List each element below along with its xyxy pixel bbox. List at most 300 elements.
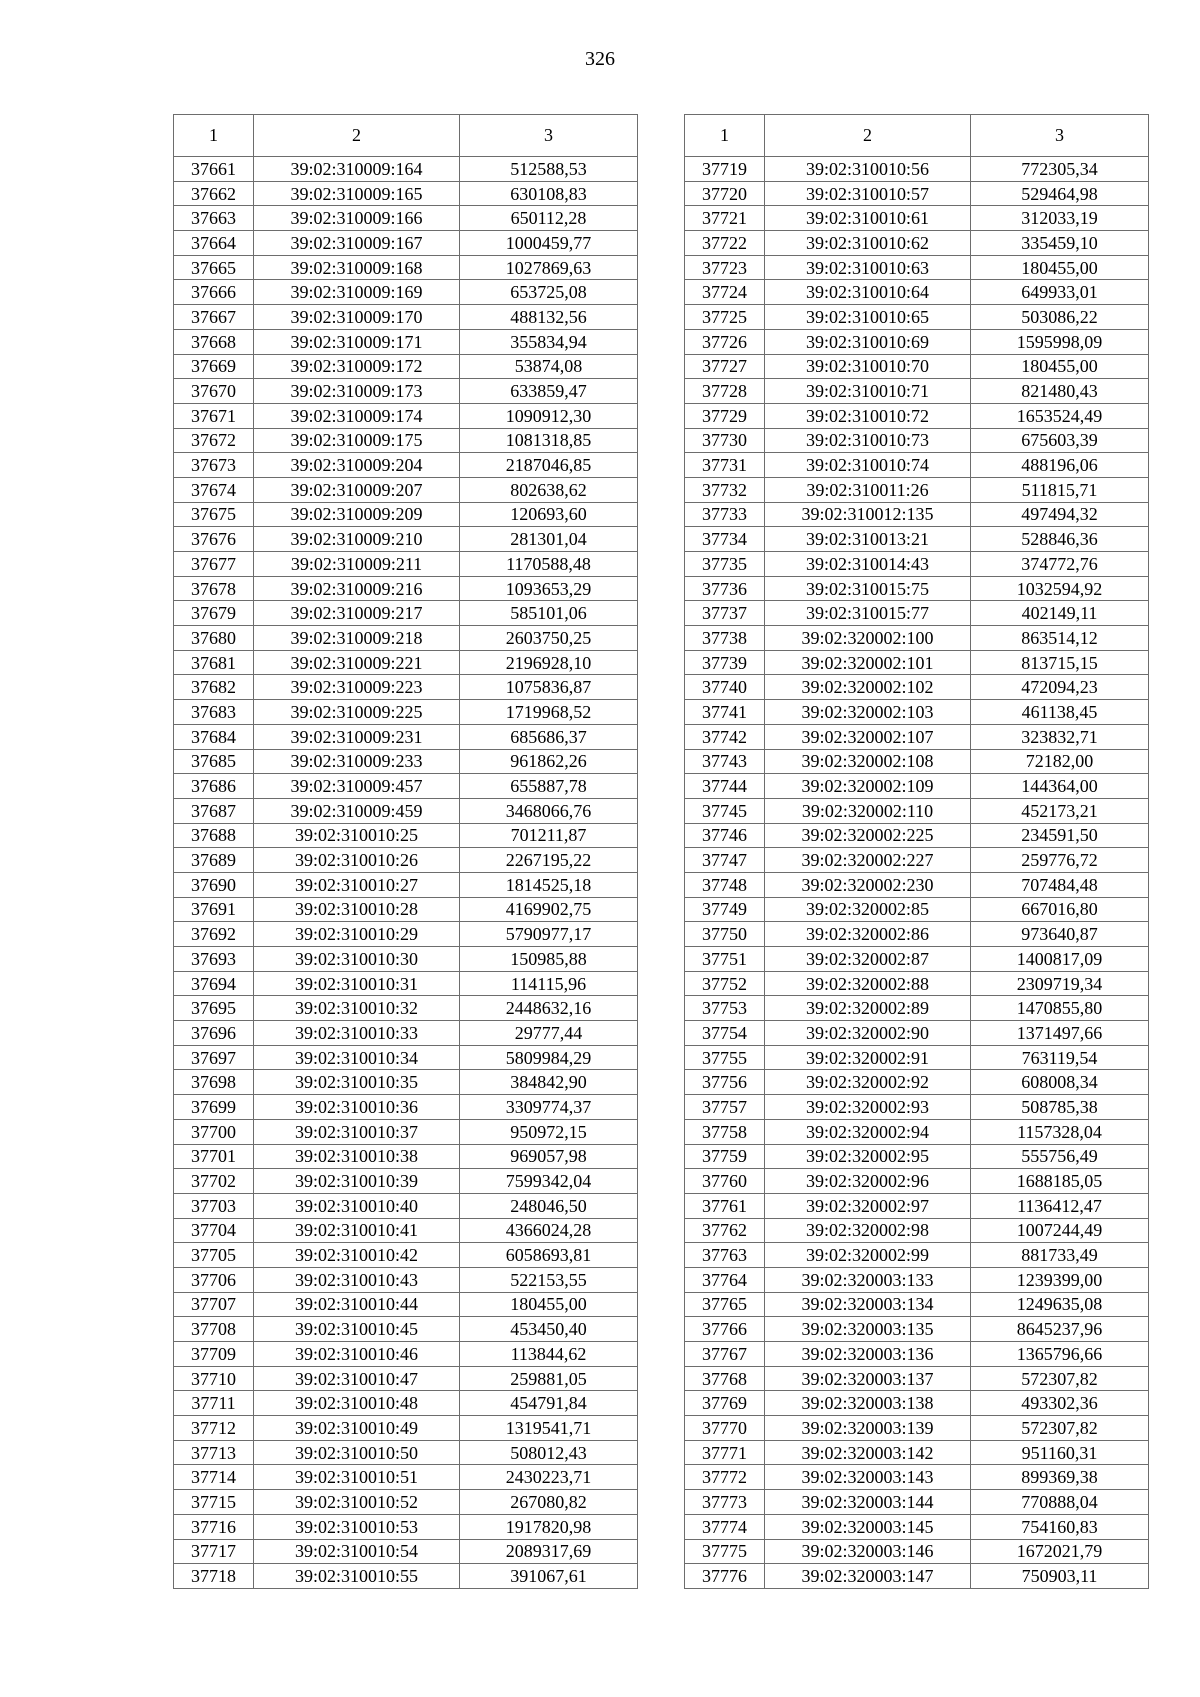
table-row <box>685 1070 1149 1095</box>
table-row <box>685 280 1149 305</box>
cadastral-number-cell: 39:02:320003:142 <box>765 1440 971 1465</box>
value-cell: 649933,01 <box>971 280 1149 305</box>
row-number-cell: 37687 <box>174 798 254 823</box>
value-cell: 1371497,66 <box>971 1021 1149 1046</box>
table-row <box>685 1391 1149 1416</box>
cadastral-number-cell: 39:02:310010:51 <box>254 1465 460 1490</box>
cadastral-number-cell: 39:02:310010:50 <box>254 1440 460 1465</box>
table-row <box>174 1391 638 1416</box>
table-row <box>685 798 1149 823</box>
cadastral-number-cell: 39:02:310009:223 <box>254 675 460 700</box>
row-number-cell: 37717 <box>174 1539 254 1564</box>
table-row <box>174 477 638 502</box>
cadastral-number-cell: 39:02:320002:88 <box>765 971 971 996</box>
table-row <box>174 379 638 404</box>
value-cell: 4169902,75 <box>460 897 638 922</box>
cadastral-number-cell: 39:02:310009:221 <box>254 650 460 675</box>
value-cell: 234591,50 <box>971 823 1149 848</box>
cadastral-number-cell: 39:02:310010:56 <box>765 157 971 182</box>
row-number-cell: 37750 <box>685 922 765 947</box>
table-row <box>685 329 1149 354</box>
table-row <box>174 1193 638 1218</box>
table-row <box>685 552 1149 577</box>
row-number-cell: 37755 <box>685 1045 765 1070</box>
data-table-right <box>684 114 1149 1589</box>
cadastral-number-cell: 39:02:310009:211 <box>254 552 460 577</box>
table-row <box>174 157 638 182</box>
table-row <box>174 947 638 972</box>
cadastral-number-cell: 39:02:310014:43 <box>765 552 971 577</box>
value-cell: 5809984,29 <box>460 1045 638 1070</box>
value-cell: 512588,53 <box>460 157 638 182</box>
value-cell: 1027869,63 <box>460 255 638 280</box>
table-row <box>685 403 1149 428</box>
cadastral-number-cell: 39:02:320002:87 <box>765 947 971 972</box>
cadastral-number-cell: 39:02:320003:134 <box>765 1292 971 1317</box>
row-number-cell: 37736 <box>685 576 765 601</box>
table-row <box>174 626 638 651</box>
table-row <box>174 552 638 577</box>
row-number-cell: 37666 <box>174 280 254 305</box>
value-cell: 72182,00 <box>971 749 1149 774</box>
table-row <box>174 774 638 799</box>
table-row <box>685 1317 1149 1342</box>
table-row <box>174 1045 638 1070</box>
table-row <box>685 1342 1149 1367</box>
value-cell: 2196928,10 <box>460 650 638 675</box>
value-cell: 391067,61 <box>460 1564 638 1589</box>
table-row <box>174 1070 638 1095</box>
row-number-cell: 37677 <box>174 552 254 577</box>
table-row <box>174 453 638 478</box>
cadastral-number-cell: 39:02:320002:96 <box>765 1169 971 1194</box>
cadastral-number-cell: 39:02:310009:173 <box>254 379 460 404</box>
cadastral-number-cell: 39:02:310010:43 <box>254 1267 460 1292</box>
cadastral-number-cell: 39:02:320002:91 <box>765 1045 971 1070</box>
cadastral-number-cell: 39:02:320002:102 <box>765 675 971 700</box>
cadastral-number-cell: 39:02:310012:135 <box>765 502 971 527</box>
table-row <box>685 157 1149 182</box>
cadastral-number-cell: 39:02:310010:38 <box>254 1144 460 1169</box>
value-cell: 150985,88 <box>460 947 638 972</box>
row-number-cell: 37694 <box>174 971 254 996</box>
table-row <box>685 181 1149 206</box>
table-row <box>685 823 1149 848</box>
value-cell: 1136412,47 <box>971 1193 1149 1218</box>
table-row <box>685 626 1149 651</box>
value-cell: 497494,32 <box>971 502 1149 527</box>
cadastral-number-cell: 39:02:310010:53 <box>254 1514 460 1539</box>
row-number-cell: 37668 <box>174 329 254 354</box>
row-number-cell: 37701 <box>174 1144 254 1169</box>
table-row <box>174 1342 638 1367</box>
table-row <box>174 1366 638 1391</box>
column-header-3: 3 <box>460 115 638 157</box>
table-row <box>174 1292 638 1317</box>
cadastral-number-cell: 39:02:320002:227 <box>765 848 971 873</box>
value-cell: 522153,55 <box>460 1267 638 1292</box>
table-row <box>174 428 638 453</box>
value-cell: 248046,50 <box>460 1193 638 1218</box>
cadastral-number-cell: 39:02:310010:35 <box>254 1070 460 1095</box>
row-number-cell: 37697 <box>174 1045 254 1070</box>
value-cell: 772305,34 <box>971 157 1149 182</box>
value-cell: 5790977,17 <box>460 922 638 947</box>
cadastral-number-cell: 39:02:310009:457 <box>254 774 460 799</box>
row-number-cell: 37724 <box>685 280 765 305</box>
cadastral-number-cell: 39:02:310009:169 <box>254 280 460 305</box>
table-row <box>174 502 638 527</box>
cadastral-number-cell: 39:02:320002:101 <box>765 650 971 675</box>
value-cell: 6058693,81 <box>460 1243 638 1268</box>
table-row <box>174 1490 638 1515</box>
cadastral-number-cell: 39:02:310010:52 <box>254 1490 460 1515</box>
cadastral-number-cell: 39:02:310009:164 <box>254 157 460 182</box>
table-row <box>685 1267 1149 1292</box>
row-number-cell: 37672 <box>174 428 254 453</box>
value-cell: 1319541,71 <box>460 1416 638 1441</box>
table-row <box>174 280 638 305</box>
cadastral-number-cell: 39:02:310015:77 <box>765 601 971 626</box>
cadastral-number-cell: 39:02:310010:72 <box>765 403 971 428</box>
row-number-cell: 37723 <box>685 255 765 280</box>
row-number-cell: 37766 <box>685 1317 765 1342</box>
row-number-cell: 37768 <box>685 1366 765 1391</box>
row-number-cell: 37712 <box>174 1416 254 1441</box>
cadastral-number-cell: 39:02:310011:26 <box>765 477 971 502</box>
value-cell: 454791,84 <box>460 1391 638 1416</box>
table-row <box>174 1267 638 1292</box>
cadastral-number-cell: 39:02:310010:42 <box>254 1243 460 1268</box>
row-number-cell: 37759 <box>685 1144 765 1169</box>
row-number-cell: 37751 <box>685 947 765 972</box>
value-cell: 384842,90 <box>460 1070 638 1095</box>
row-number-cell: 37692 <box>174 922 254 947</box>
value-cell: 1688185,05 <box>971 1169 1149 1194</box>
row-number-cell: 37667 <box>174 305 254 330</box>
row-number-cell: 37691 <box>174 897 254 922</box>
table-row <box>685 1564 1149 1589</box>
row-number-cell: 37681 <box>174 650 254 675</box>
row-number-cell: 37678 <box>174 576 254 601</box>
value-cell: 120693,60 <box>460 502 638 527</box>
row-number-cell: 37704 <box>174 1218 254 1243</box>
value-cell: 1000459,77 <box>460 231 638 256</box>
cadastral-number-cell: 39:02:310009:459 <box>254 798 460 823</box>
table-row <box>174 255 638 280</box>
row-number-cell: 37700 <box>174 1119 254 1144</box>
row-number-cell: 37664 <box>174 231 254 256</box>
row-number-cell: 37722 <box>685 231 765 256</box>
cadastral-number-cell: 39:02:320002:109 <box>765 774 971 799</box>
cadastral-number-cell: 39:02:310009:172 <box>254 354 460 379</box>
table-row <box>685 379 1149 404</box>
cadastral-number-cell: 39:02:320002:94 <box>765 1119 971 1144</box>
table-row <box>685 1119 1149 1144</box>
value-cell: 508012,43 <box>460 1440 638 1465</box>
table-row <box>685 1193 1149 1218</box>
value-cell: 555756,49 <box>971 1144 1149 1169</box>
value-cell: 453450,40 <box>460 1317 638 1342</box>
cadastral-number-cell: 39:02:320002:85 <box>765 897 971 922</box>
row-number-cell: 37713 <box>174 1440 254 1465</box>
cadastral-number-cell: 39:02:310010:54 <box>254 1539 460 1564</box>
table-row <box>174 305 638 330</box>
table-row <box>685 527 1149 552</box>
row-number-cell: 37742 <box>685 724 765 749</box>
table-header-row <box>174 115 638 157</box>
value-cell: 585101,06 <box>460 601 638 626</box>
row-number-cell: 37673 <box>174 453 254 478</box>
value-cell: 355834,94 <box>460 329 638 354</box>
cadastral-number-cell: 39:02:320002:107 <box>765 724 971 749</box>
cadastral-number-cell: 39:02:320002:97 <box>765 1193 971 1218</box>
row-number-cell: 37765 <box>685 1292 765 1317</box>
table-row <box>685 749 1149 774</box>
table-row <box>685 1440 1149 1465</box>
row-number-cell: 37686 <box>174 774 254 799</box>
table-row <box>685 1144 1149 1169</box>
value-cell: 3468066,76 <box>460 798 638 823</box>
table-row <box>174 823 638 848</box>
row-number-cell: 37745 <box>685 798 765 823</box>
value-cell: 2603750,25 <box>460 626 638 651</box>
cadastral-number-cell: 39:02:320003:145 <box>765 1514 971 1539</box>
row-number-cell: 37696 <box>174 1021 254 1046</box>
cadastral-number-cell: 39:02:310010:73 <box>765 428 971 453</box>
row-number-cell: 37754 <box>685 1021 765 1046</box>
table-row <box>174 1021 638 1046</box>
value-cell: 667016,80 <box>971 897 1149 922</box>
row-number-cell: 37709 <box>174 1342 254 1367</box>
table-row <box>685 502 1149 527</box>
table-row <box>174 1416 638 1441</box>
table-row <box>685 1218 1149 1243</box>
cadastral-number-cell: 39:02:310010:47 <box>254 1366 460 1391</box>
cadastral-number-cell: 39:02:310009:165 <box>254 181 460 206</box>
table-row <box>174 798 638 823</box>
cadastral-number-cell: 39:02:310009:207 <box>254 477 460 502</box>
cadastral-number-cell: 39:02:310009:168 <box>254 255 460 280</box>
cadastral-number-cell: 39:02:310009:216 <box>254 576 460 601</box>
table-row <box>685 601 1149 626</box>
table-row <box>174 1095 638 1120</box>
cadastral-number-cell: 39:02:320002:110 <box>765 798 971 823</box>
value-cell: 2089317,69 <box>460 1539 638 1564</box>
value-cell: 529464,98 <box>971 181 1149 206</box>
value-cell: 633859,47 <box>460 379 638 404</box>
row-number-cell: 37733 <box>685 502 765 527</box>
cadastral-number-cell: 39:02:320002:100 <box>765 626 971 651</box>
row-number-cell: 37757 <box>685 1095 765 1120</box>
value-cell: 528846,36 <box>971 527 1149 552</box>
cadastral-number-cell: 39:02:310010:62 <box>765 231 971 256</box>
cadastral-number-cell: 39:02:320002:90 <box>765 1021 971 1046</box>
table-row <box>174 181 638 206</box>
row-number-cell: 37679 <box>174 601 254 626</box>
row-number-cell: 37739 <box>685 650 765 675</box>
row-number-cell: 37764 <box>685 1267 765 1292</box>
row-number-cell: 37727 <box>685 354 765 379</box>
cadastral-number-cell: 39:02:310009:233 <box>254 749 460 774</box>
row-number-cell: 37698 <box>174 1070 254 1095</box>
value-cell: 1093653,29 <box>460 576 638 601</box>
table-row <box>685 255 1149 280</box>
table-row <box>174 922 638 947</box>
value-cell: 572307,82 <box>971 1416 1149 1441</box>
row-number-cell: 37716 <box>174 1514 254 1539</box>
table-row <box>685 305 1149 330</box>
value-cell: 259881,05 <box>460 1366 638 1391</box>
value-cell: 802638,62 <box>460 477 638 502</box>
value-cell: 1249635,08 <box>971 1292 1149 1317</box>
cadastral-number-cell: 39:02:310010:40 <box>254 1193 460 1218</box>
value-cell: 630108,83 <box>460 181 638 206</box>
row-number-cell: 37773 <box>685 1490 765 1515</box>
value-cell: 1239399,00 <box>971 1267 1149 1292</box>
row-number-cell: 37707 <box>174 1292 254 1317</box>
value-cell: 1075836,87 <box>460 675 638 700</box>
cadastral-number-cell: 39:02:310010:57 <box>765 181 971 206</box>
value-cell: 503086,22 <box>971 305 1149 330</box>
cadastral-number-cell: 39:02:310010:65 <box>765 305 971 330</box>
row-number-cell: 37771 <box>685 1440 765 1465</box>
value-cell: 881733,49 <box>971 1243 1149 1268</box>
row-number-cell: 37710 <box>174 1366 254 1391</box>
cadastral-number-cell: 39:02:310009:171 <box>254 329 460 354</box>
table-row <box>685 1095 1149 1120</box>
row-number-cell: 37705 <box>174 1243 254 1268</box>
table-row <box>174 1514 638 1539</box>
cadastral-number-cell: 39:02:320002:92 <box>765 1070 971 1095</box>
row-number-cell: 37662 <box>174 181 254 206</box>
value-cell: 511815,71 <box>971 477 1149 502</box>
value-cell: 461138,45 <box>971 700 1149 725</box>
row-number-cell: 37690 <box>174 872 254 897</box>
row-number-cell: 37665 <box>174 255 254 280</box>
row-number-cell: 37737 <box>685 601 765 626</box>
value-cell: 961862,26 <box>460 749 638 774</box>
value-cell: 969057,98 <box>460 1144 638 1169</box>
row-number-cell: 37682 <box>174 675 254 700</box>
cadastral-number-cell: 39:02:320002:99 <box>765 1243 971 1268</box>
row-number-cell: 37749 <box>685 897 765 922</box>
row-number-cell: 37695 <box>174 996 254 1021</box>
cadastral-number-cell: 39:02:320003:138 <box>765 1391 971 1416</box>
table-row <box>174 897 638 922</box>
column-header-1: 1 <box>174 115 254 157</box>
table-row <box>174 1539 638 1564</box>
cadastral-number-cell: 39:02:310009:170 <box>254 305 460 330</box>
cadastral-number-cell: 39:02:310009:210 <box>254 527 460 552</box>
value-cell: 113844,62 <box>460 1342 638 1367</box>
cadastral-number-cell: 39:02:320003:133 <box>765 1267 971 1292</box>
value-cell: 1007244,49 <box>971 1218 1149 1243</box>
cadastral-number-cell: 39:02:320003:139 <box>765 1416 971 1441</box>
row-number-cell: 37741 <box>685 700 765 725</box>
row-number-cell: 37728 <box>685 379 765 404</box>
table-row <box>685 1243 1149 1268</box>
row-number-cell: 37718 <box>174 1564 254 1589</box>
table-row <box>685 1514 1149 1539</box>
cadastral-number-cell: 39:02:320002:86 <box>765 922 971 947</box>
value-cell: 488196,06 <box>971 453 1149 478</box>
cadastral-number-cell: 39:02:310010:44 <box>254 1292 460 1317</box>
value-cell: 1814525,18 <box>460 872 638 897</box>
row-number-cell: 37674 <box>174 477 254 502</box>
cadastral-number-cell: 39:02:310010:26 <box>254 848 460 873</box>
row-number-cell: 37772 <box>685 1465 765 1490</box>
table-row <box>685 1490 1149 1515</box>
row-number-cell: 37740 <box>685 675 765 700</box>
value-cell: 2187046,85 <box>460 453 638 478</box>
value-cell: 754160,83 <box>971 1514 1149 1539</box>
table-row <box>685 1021 1149 1046</box>
value-cell: 114115,96 <box>460 971 638 996</box>
table-row <box>685 206 1149 231</box>
value-cell: 1090912,30 <box>460 403 638 428</box>
row-number-cell: 37761 <box>685 1193 765 1218</box>
value-cell: 650112,28 <box>460 206 638 231</box>
row-number-cell: 37753 <box>685 996 765 1021</box>
cadastral-number-cell: 39:02:310010:25 <box>254 823 460 848</box>
table-row <box>685 1465 1149 1490</box>
row-number-cell: 37729 <box>685 403 765 428</box>
cadastral-number-cell: 39:02:320003:143 <box>765 1465 971 1490</box>
value-cell: 863514,12 <box>971 626 1149 651</box>
table-row <box>685 724 1149 749</box>
cadastral-number-cell: 39:02:310010:46 <box>254 1342 460 1367</box>
cadastral-number-cell: 39:02:310013:21 <box>765 527 971 552</box>
value-cell: 335459,10 <box>971 231 1149 256</box>
value-cell: 7599342,04 <box>460 1169 638 1194</box>
row-number-cell: 37703 <box>174 1193 254 1218</box>
cadastral-number-cell: 39:02:310015:75 <box>765 576 971 601</box>
row-number-cell: 37744 <box>685 774 765 799</box>
row-number-cell: 37726 <box>685 329 765 354</box>
data-table-left <box>173 114 638 1589</box>
row-number-cell: 37699 <box>174 1095 254 1120</box>
row-number-cell: 37758 <box>685 1119 765 1144</box>
row-number-cell: 37693 <box>174 947 254 972</box>
table-row <box>685 947 1149 972</box>
value-cell: 973640,87 <box>971 922 1149 947</box>
table-row <box>685 1045 1149 1070</box>
table-row <box>174 1243 638 1268</box>
row-number-cell: 37688 <box>174 823 254 848</box>
row-number-cell: 37763 <box>685 1243 765 1268</box>
cadastral-number-cell: 39:02:310010:32 <box>254 996 460 1021</box>
cadastral-number-cell: 39:02:320003:135 <box>765 1317 971 1342</box>
table-row <box>685 1416 1149 1441</box>
row-number-cell: 37661 <box>174 157 254 182</box>
row-number-cell: 37702 <box>174 1169 254 1194</box>
value-cell: 951160,31 <box>971 1440 1149 1465</box>
cadastral-number-cell: 39:02:310009:225 <box>254 700 460 725</box>
value-cell: 1400817,09 <box>971 947 1149 972</box>
row-number-cell: 37683 <box>174 700 254 725</box>
table-row <box>174 724 638 749</box>
table-row <box>174 971 638 996</box>
value-cell: 2309719,34 <box>971 971 1149 996</box>
row-number-cell: 37706 <box>174 1267 254 1292</box>
cadastral-number-cell: 39:02:310009:167 <box>254 231 460 256</box>
value-cell: 2448632,16 <box>460 996 638 1021</box>
cadastral-number-cell: 39:02:310010:71 <box>765 379 971 404</box>
value-cell: 1032594,92 <box>971 576 1149 601</box>
table-row <box>174 231 638 256</box>
cadastral-number-cell: 39:02:310010:48 <box>254 1391 460 1416</box>
